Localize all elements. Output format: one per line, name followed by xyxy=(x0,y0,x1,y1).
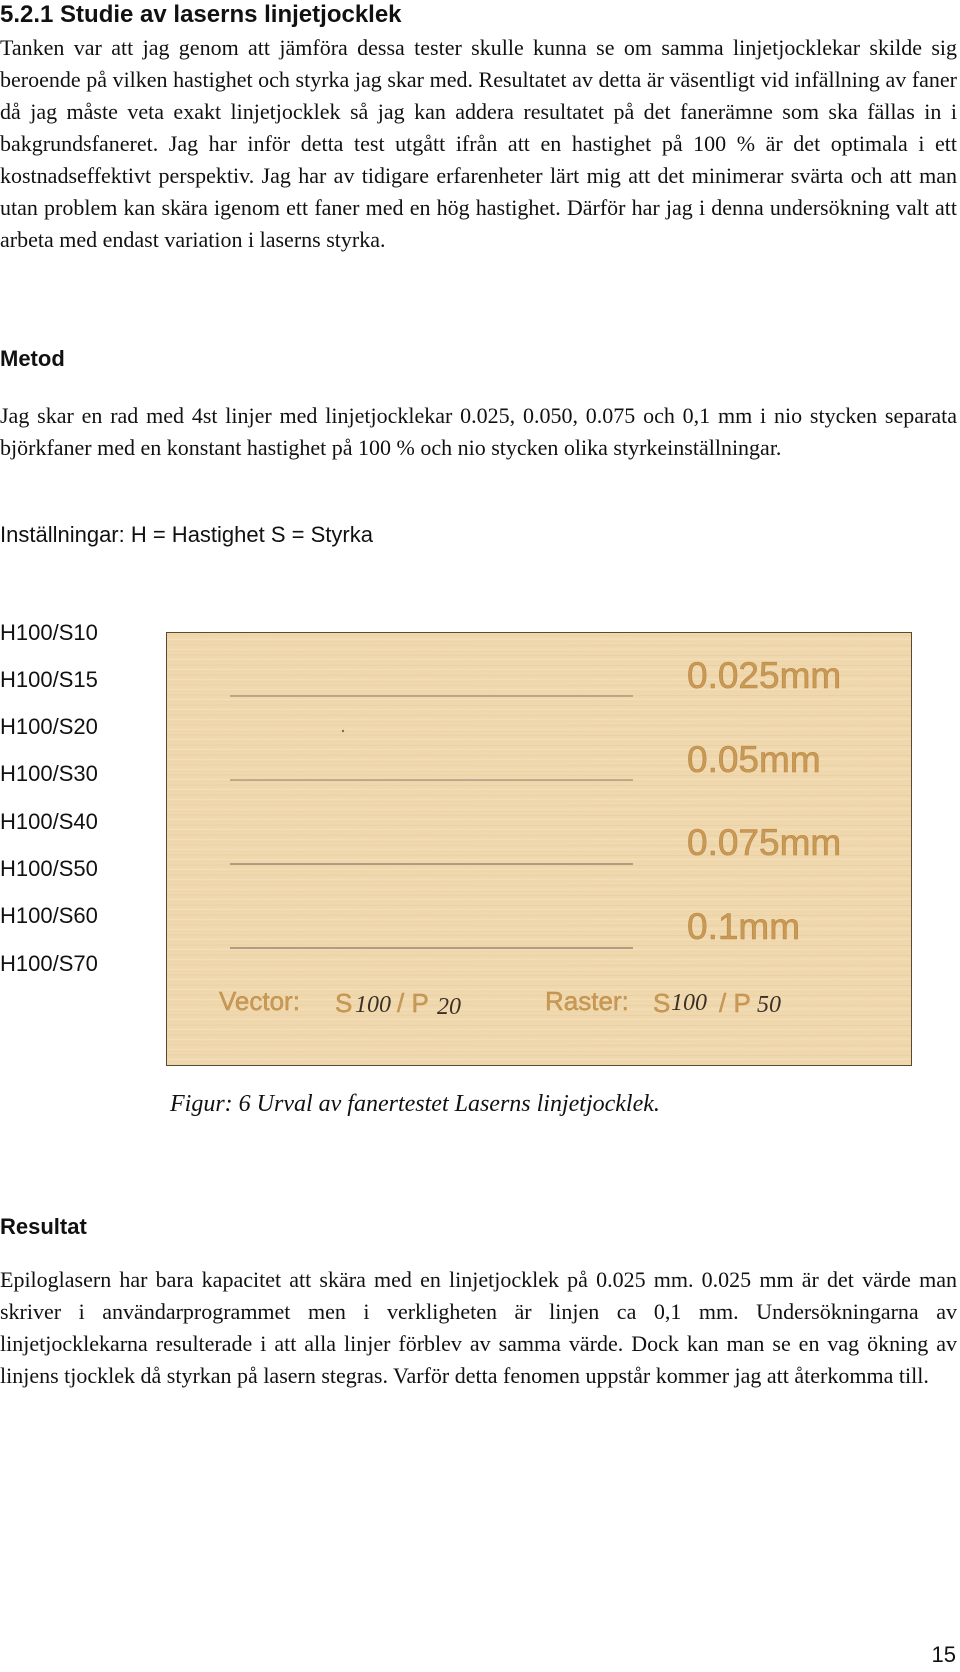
section-heading: 5.2.1 Studie av laserns linjetjocklek xyxy=(0,1,402,28)
page-number: 15 xyxy=(931,1642,956,1667)
raster-s-handwritten: 100 xyxy=(671,990,707,1016)
raster-label: Raster: xyxy=(545,986,629,1016)
setting-label: H100/S15 xyxy=(0,667,98,692)
setting-label: H100/S60 xyxy=(0,903,98,928)
setting-label: H100/S40 xyxy=(0,809,98,834)
setting-label: H100/S30 xyxy=(0,761,98,786)
vector-p-handwritten: 20 xyxy=(437,994,461,1020)
vector-s-handwritten: 100 xyxy=(355,992,391,1018)
line-label-0075: 0.075mm xyxy=(687,822,842,863)
settings-legend: Inställningar: H = Hastighet S = Styrka xyxy=(0,522,373,547)
metod-heading: Metod xyxy=(0,346,65,371)
resultat-paragraph: Epiloglasern har bara kapacitet att skära med en linjetjocklek på 0.025 mm. 0.025 mm är det värde man skriver i användarprogrammet men i verkligheten är linjen ca 0,1 mm. Undersökningarna av linjetjocklekarna resulterade i att alla linjer förblev av samma värde. Dock kan man se en vag ökning av linjens tjocklek då styrkan på lasern stegras. Varför detta fenomen uppstår kommer jag att återkomma till. xyxy=(0,1267,957,1388)
metod-paragraph: Jag skar en rad med 4st linjer med linjetjocklekar 0.025, 0.050, 0.075 och 0,1 mm i nio stycken separata björkfaner med en konstant hastighet på 100 % och nio stycken olika styrkeinställningar. xyxy=(0,403,957,460)
setting-label: H100/S50 xyxy=(0,856,98,881)
vector-label: Vector: xyxy=(219,986,300,1016)
speck xyxy=(342,730,344,732)
veneer-test-photo xyxy=(166,632,912,1066)
raster-p-label: / P xyxy=(719,988,751,1018)
resultat-heading: Resultat xyxy=(0,1214,87,1239)
line-label-0025: 0.025mm xyxy=(687,655,842,696)
raster-p-handwritten: 50 xyxy=(757,992,781,1018)
line-label-01: 0.1mm xyxy=(687,906,801,947)
line-label-005: 0.05mm xyxy=(687,739,821,780)
vector-s-label: S xyxy=(335,988,353,1018)
intro-paragraph: Tanken var att jag genom att jämföra dessa tester skulle kunna se om samma linjetjocklekar skilde sig beroende på vilken hastighet och styrka jag skar med. Resultatet av detta är väsentligt vid infällning av faner då jag måste veta exakt linjetjocklek så jag kan addera resultatet på det fanerämne som ska fällas in i bakgrundsfaneret. Jag har inför detta test utgått ifrån att en hastighet på 100 % är det optimala i ett kostnadseffektivt perspektiv. Jag har av tidigare erfarenheter lärt mig att det minimerar svärta och att man utan problem kan skära igenom ett faner med en hög hastighet. Därför har jag i denna undersökning valt att arbeta med endast variation i laserns styrka. xyxy=(0,35,957,252)
setting-label: H100/S10 xyxy=(0,620,98,645)
setting-label: H100/S20 xyxy=(0,714,98,739)
veneer-sample-svg xyxy=(167,633,911,1065)
setting-label: H100/S70 xyxy=(0,951,98,976)
vector-p-label: / P xyxy=(397,988,429,1018)
figure-caption: Figur: 6 Urval av fanertestet Laserns linjetjocklek. xyxy=(170,1091,660,1117)
raster-s-label: S xyxy=(653,988,671,1018)
